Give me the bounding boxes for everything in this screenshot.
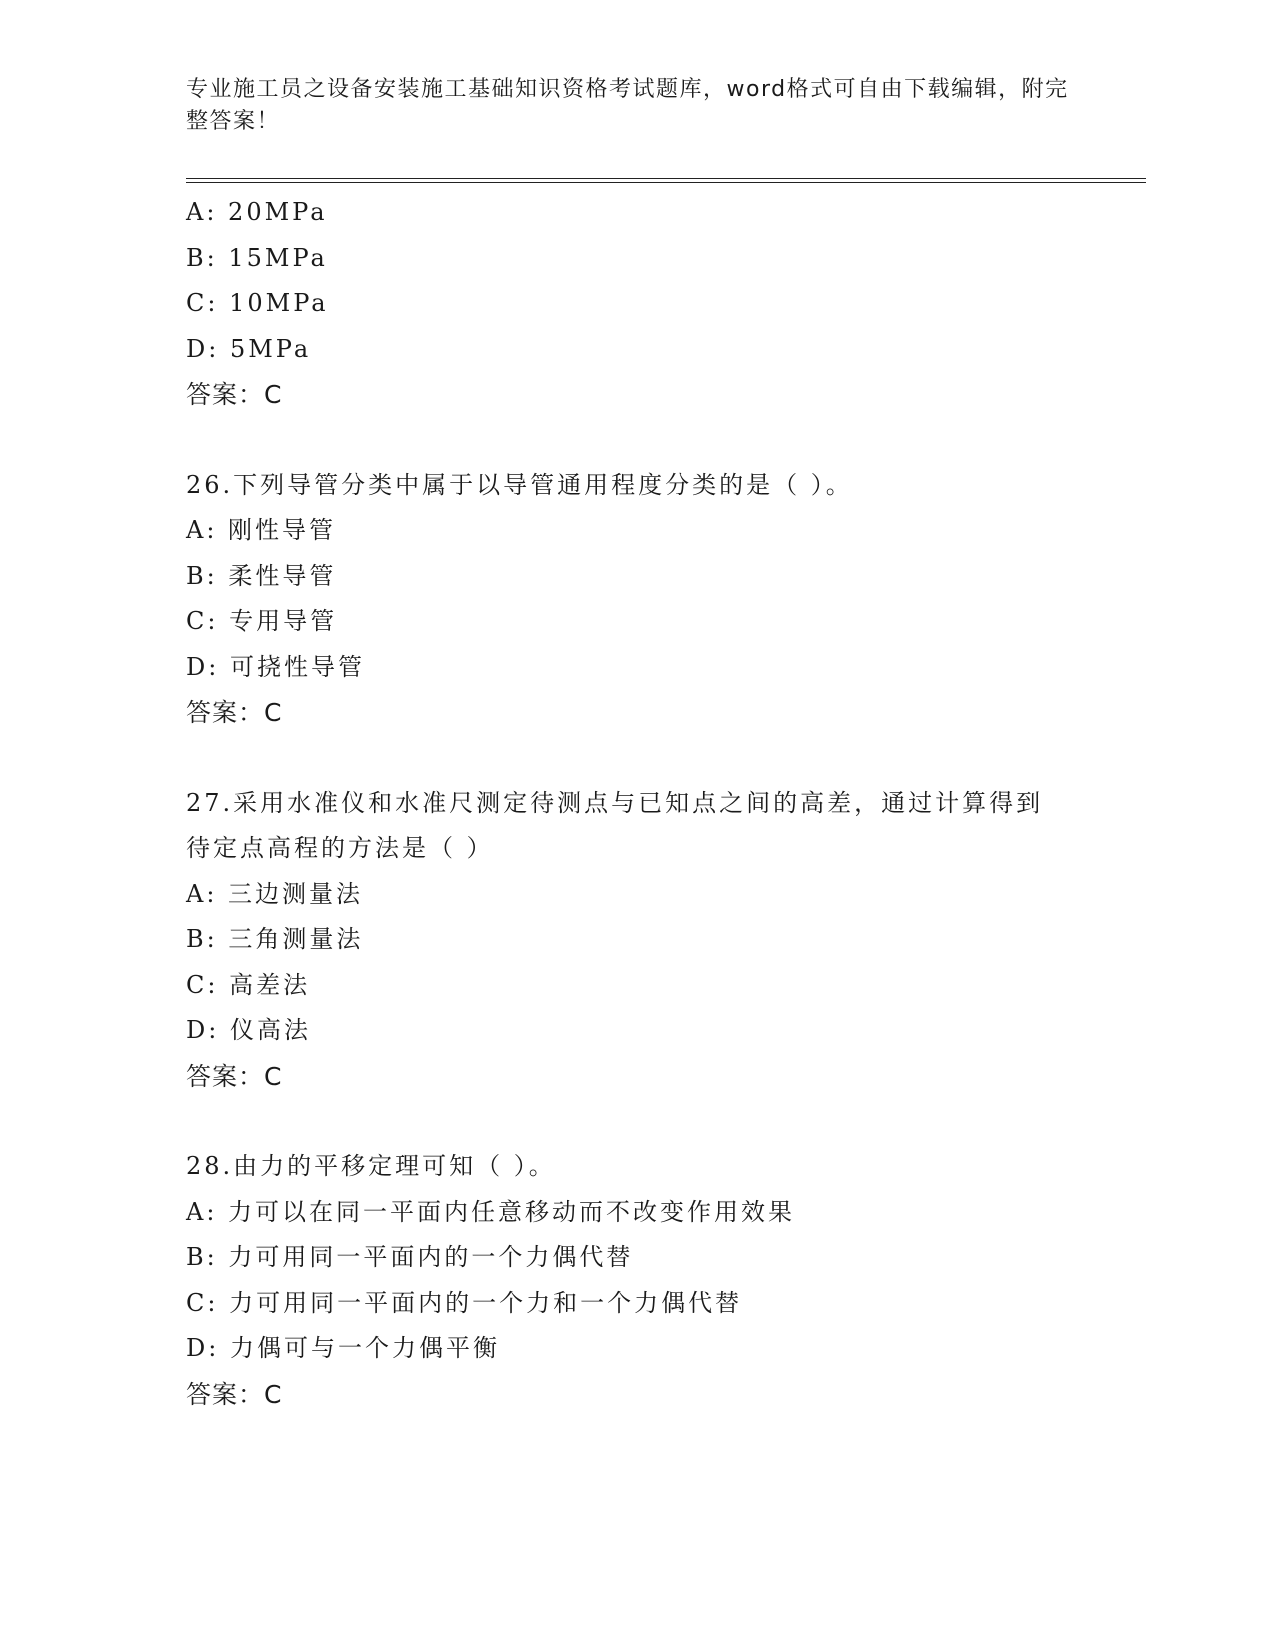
option-b: B: 15MPa xyxy=(186,243,328,272)
answer: 答案：C xyxy=(186,380,283,409)
option-c: C: 专用导管 xyxy=(186,607,338,635)
option-d: D: 可挠性导管 xyxy=(186,652,365,681)
question-prev xyxy=(186,190,1146,418)
option-c: C: 10MPa xyxy=(186,289,329,317)
header-double-rule xyxy=(186,178,1146,183)
answer: 答案：C xyxy=(186,1379,283,1409)
question-27 xyxy=(186,781,1146,1100)
question-26 xyxy=(186,463,1146,736)
option-c: C: 高差法 xyxy=(186,970,311,999)
option-d: D: 5MPa xyxy=(186,334,312,363)
option-d: D: 仪高法 xyxy=(186,1016,311,1044)
option-a: A: 20MPa xyxy=(186,198,328,226)
option-c: C: 力可用同一平面内的一个力和一个力偶代替 xyxy=(186,1288,743,1317)
option-a: A: 三边测量法 xyxy=(186,879,364,908)
document-header: 专业施工员之设备安装施工基础知识资格考试题库，word格式可自由下载编辑，附完整答案！ xyxy=(186,77,1069,134)
question-28 xyxy=(186,1144,1146,1417)
document-content xyxy=(186,190,1146,1417)
answer: 答案：C xyxy=(186,698,283,727)
question-text: 28.由力的平移定理可知（ ）。 xyxy=(186,1152,556,1180)
option-b: B: 三角测量法 xyxy=(186,925,364,953)
question-text: 26.下列导管分类中属于以导管通用程度分类的是（ ）。 xyxy=(186,470,853,499)
option-b: B: 力可用同一平面内的一个力偶代替 xyxy=(186,1243,634,1271)
option-a: A: 力可以在同一平面内任意移动而不改变作用效果 xyxy=(186,1197,796,1226)
question-text: 27.采用水准仪和水准尺测定待测点与已知点之间的高差，通过计算得到待定点高程的方法是（ ） xyxy=(186,788,1044,862)
document-page xyxy=(186,0,1146,1650)
option-a: A: 刚性导管 xyxy=(186,516,337,544)
option-b: B: 柔性导管 xyxy=(186,561,337,590)
option-d: D: 力偶可与一个力偶平衡 xyxy=(186,1334,500,1362)
answer: 答案：C xyxy=(186,1061,283,1091)
